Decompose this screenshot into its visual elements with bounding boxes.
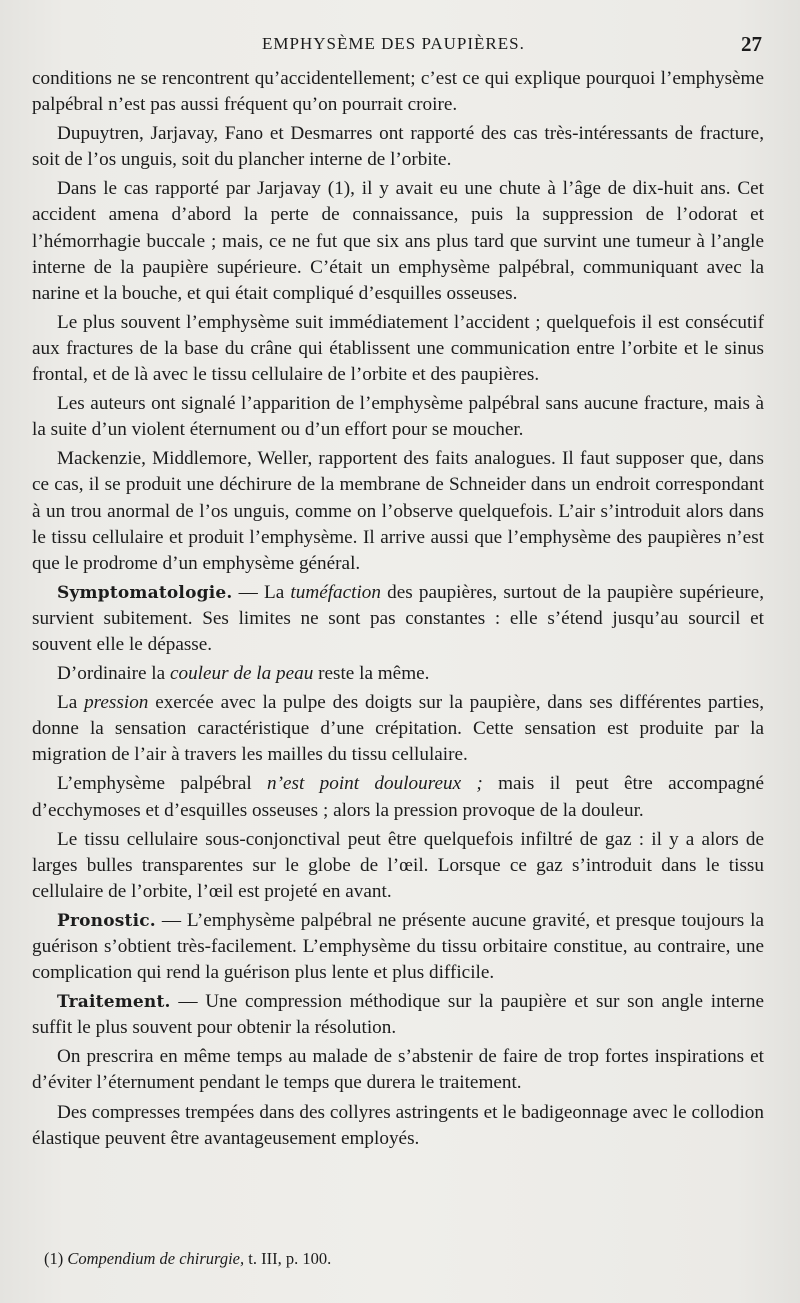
paragraph: [32, 391, 764, 443]
paragraph-text: reste la même.: [313, 663, 430, 685]
paragraph: [32, 908, 764, 986]
paragraph-text: conditions ne se rencontrent qu’accidentellement; c’est ce qui explique pourquoi l’emphysème palpébral n’est pas aussi fréquent qu’on pourrait croire.: [32, 68, 764, 116]
paragraph-text: Le plus souvent l’emphysème suit immédiatement l’accident ; quelquefois il est consécutif aux fractures de la base du crâne qui établissent une communication entre l’orbite et le sinus frontal, et de là avec le tissu cellulaire de l’orbite et des paupières.: [32, 311, 764, 386]
emphasis-text: couleur de la peau: [169, 663, 314, 685]
emphasis-text: n’est point douloureux ;: [267, 773, 483, 795]
paragraph-text: Mackenzie, Middlemore, Weller, rapportent des faits analogues. Il faut supposer que, dans ce cas, il se produit une déchirure de la membrane de Schneider dans un endroit correspondant à un trou anormal de l’os unguis, comme on l’observe quelquefois. L’air s’introduit alors dans le tissu cellulaire et produit l’emphysème. Il arrive aussi que l’emphysème des paupières n’est que le prodrome d’un emphysème général.: [32, 448, 764, 574]
body-text: [32, 66, 764, 1152]
emphasis-text: pression: [84, 692, 149, 714]
paragraph: [32, 827, 764, 905]
paragraph: [32, 446, 764, 576]
paragraph: [32, 1044, 764, 1096]
footnote-marker: (1): [44, 1249, 64, 1268]
paragraph-text: — La: [238, 581, 291, 603]
paragraph: [32, 176, 764, 306]
paragraph-text: exercée avec la pulpe des doigts sur la paupière, dans ses différentes parties, donne la sensation caractéristique d’une crépitation. Cette sensation est produite par la migration de l’air à travers les mailles du tissu cellulaire.: [32, 692, 764, 766]
paragraph-text: mais il peut être accompagné d’ecchymoses et d’esquilles osseuses ; alors la pression provoque de la douleur.: [32, 773, 764, 821]
page-number: 27: [741, 32, 762, 56]
section-heading: Symptomatologie.: [57, 582, 233, 603]
paragraph: [32, 690, 764, 768]
page-header: [0, 26, 800, 60]
paragraph: [32, 989, 764, 1041]
footnote-reference: t. III, p. 100.: [248, 1249, 332, 1268]
footnote-work: Compendium de chirurgie,: [67, 1249, 245, 1268]
paragraph-text: des paupières, surtout de la paupière supérieure, survient subitement. Ses limites ne sont pas constantes : elle s’étend jusqu’au sourcil et souvent elle le dépasse.: [32, 581, 764, 655]
section-heading: Pronostic.: [57, 910, 156, 931]
paragraph: [32, 661, 764, 687]
paragraph-text: — L’emphysème palpébral ne présente aucune gravité, et presque toujours la guérison s’obtient très-facilement. L’emphysème du tissu orbitaire constitue, au contraire, une complication qui rend la guérison plus lente et plus difficile.: [32, 909, 764, 984]
paragraph: [32, 66, 764, 118]
paragraph-text: D’ordinaire la: [57, 663, 170, 685]
paragraph-text: Dans le cas rapporté par Jarjavay (1), il y avait eu une chute à l’âge de dix-huit ans. Cet accident amena d’abord la perte de connaissance, puis la suppression de l’odorat et l’hémorrhagie buccale ; mais, ce ne fut que six ans plus tard que survint une tumeur à l’angle interne de la paupière supérieure. C’était un emphysème palpébral, communiquant avec la narine et la bouche, et qui était compliqué d’esquilles osseuses.: [32, 178, 764, 304]
paragraph-text: On prescrira en même temps au malade de s’abstenir de faire de trop fortes inspirations et d’éviter l’éternument pendant le temps que durera le traitement.: [32, 1046, 764, 1094]
footnote: [44, 1248, 744, 1270]
paragraph-text: Le tissu cellulaire sous-conjonctival peut être quelquefois infiltré de gaz : il y a alors de larges bulles transparentes sur le globe de l’œil. Lorsque ce gaz s’introduit dans le tissu cellulaire de l’orbite, l’œil est projeté en avant.: [32, 828, 764, 902]
emphasis-text: tuméfaction: [290, 581, 381, 603]
paragraph: [32, 771, 764, 823]
paragraph: [32, 121, 764, 173]
running-head: EMPHYSÈME DES PAUPIÈRES.: [262, 34, 525, 53]
paragraph-text: L’emphysème palpébral: [57, 773, 268, 795]
section-heading: Traitement.: [57, 992, 171, 1013]
paragraph-text: Des compresses trempées dans des collyres astringents et le badigeonnage avec le collodion élastique peuvent être avantageusement employés.: [32, 1101, 764, 1149]
paragraph-text: — Une compression méthodique sur la paupière et sur son angle interne suffit le plus souvent pour obtenir la résolution.: [32, 991, 765, 1039]
paragraph: [32, 310, 764, 388]
paragraph-text: Les auteurs ont signalé l’apparition de l’emphysème palpébral sans aucune fracture, mais à la suite d’un violent éternument ou d’un effort pour se moucher.: [32, 393, 764, 441]
paragraph: [32, 1100, 764, 1152]
paragraph-text: Dupuytren, Jarjavay, Fano et Desmarres ont rapporté des cas très-intéressants de fracture, soit de l’os unguis, soit du plancher interne de l’orbite.: [32, 123, 764, 171]
paragraph-text: La: [57, 692, 85, 714]
paragraph: [32, 580, 764, 658]
